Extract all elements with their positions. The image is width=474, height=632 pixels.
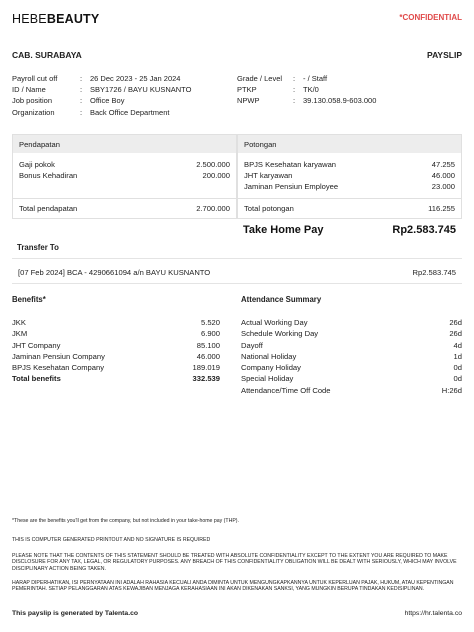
earnings-title: Pendapatan: [13, 135, 236, 153]
computer-generated-note: THIS IS COMPUTER GENERATED PRINTOUT AND NO SIGNATURE IS REQUIRED: [12, 537, 211, 543]
info-row: Payroll cut off : 26 Dec 2023 - 25 Jan 2024: [12, 74, 181, 83]
deduction-row: BPJS Kesehatan karyawan 47.255: [244, 160, 455, 169]
earning-row: Gaji pokok 2.500.000: [19, 160, 230, 169]
deductions-total: Total potongan 116.255: [238, 198, 461, 218]
benefits-title: Benefits*: [12, 295, 46, 304]
deductions-title: Potongan: [238, 135, 461, 153]
info-row: ID / Name : SBY1726 / BAYU KUSNANTO: [12, 85, 192, 95]
attendance-row: Schedule Working Day 26d: [241, 329, 462, 339]
document-title: PAYSLIP: [427, 50, 462, 60]
info-row: Job position : Office Boy: [12, 96, 125, 106]
benefit-row: JKK 5.520: [12, 318, 220, 327]
attendance-row: Actual Working Day 26d: [241, 318, 462, 327]
benefit-row: Jaminan Pensiun Company 46.000: [12, 351, 220, 361]
attendance-row: Company Holiday 0d: [241, 363, 462, 373]
attendance-row: Special Holiday 0d: [241, 374, 462, 384]
transfer-title: Transfer To: [17, 243, 59, 252]
transfer-row: [12, 258, 462, 284]
benefit-row: BPJS Kesehatan Company 189.019: [12, 363, 220, 373]
confidential-label: *CONFIDENTIAL: [399, 13, 462, 22]
benefit-row: JKM 6.900: [12, 329, 220, 339]
transfer-detail: [07 Feb 2024] BCA - 4290661094 a/n BAYU KUSNANTO: [18, 268, 211, 277]
take-home-pay: [243, 224, 456, 236]
deduction-row: Jaminan Pensiun Employee 23.000: [244, 182, 455, 192]
generated-by: This payslip is generated by Talenta.co: [12, 610, 139, 617]
employee-info: [12, 73, 191, 118]
benefits-note: *These are the benefits you'll get from the company, but not included in your take-home pay (THP).: [12, 518, 239, 524]
deductions-panel: [237, 134, 462, 219]
footer-url-link[interactable]: https://hr.talenta.co: [404, 610, 462, 617]
take-home-amount: Rp2.583.745: [392, 224, 456, 236]
transfer-amount: Rp2.583.745: [412, 268, 456, 277]
info-row: NPWP : 39.130.058.9-603.000: [237, 96, 377, 106]
earnings-panel: [12, 134, 237, 219]
attendance-list: [241, 317, 462, 396]
header: [12, 12, 462, 28]
benefits-total: Total benefits 332.539: [12, 374, 220, 384]
info-row: Grade / Level : - / Staff: [237, 74, 328, 83]
attendance-row: Dayoff 4d: [241, 340, 462, 350]
info-row: Organization : Back Office Department: [12, 107, 170, 117]
attendance-title: Attendance Summary: [241, 295, 322, 304]
earning-row: Bonus Kehadiran 200.000: [19, 171, 230, 181]
tax-info: [237, 73, 376, 107]
footer-bar: [12, 610, 462, 617]
deduction-row: JHT karyawan 46.000: [244, 171, 455, 181]
confidentiality-notice-id: HARAP DIPERHATIKAN, ISI PERNYATAAN INI ADALAH RAHASIA KECUALI ANDA DIMINTA UNTUK MENGUNGKAPKANNYA UNTUK KEPERLUAN PAJAK, HUKUM, ATAU KEPENTINGAN PEMERINTAH. SETIAP PELANGGARAN ATAS KEWAJIBAN MENJAGA KERAHASIAAN INI AKAN DIKENAKAN SANKSI, YANG MUNGKIN BERUPA TINDAKAN KEDISIPLINAN.: [12, 580, 454, 593]
branch-name: CAB. SURABAYA: [12, 50, 82, 60]
company-logo: HEBEBEAUTY: [12, 12, 100, 26]
earnings-total: Total pendapatan 2.700.000: [13, 198, 236, 218]
attendance-row: Attendance/Time Off Code H:26d: [241, 385, 462, 395]
attendance-row: National Holiday 1d: [241, 351, 462, 361]
benefits-list: [12, 317, 220, 385]
info-row: PTKP : TK/0: [237, 85, 319, 95]
take-home-label: Take Home Pay: [243, 224, 324, 236]
benefit-row: JHT Company 85.100: [12, 340, 220, 350]
confidentiality-notice-en: PLEASE NOTE THAT THE CONTENTS OF THIS STATEMENT SHOULD BE TREATED WITH ABSOLUTE CONFIDENTIALITY EXCEPT TO THE EXTENT YOU ARE REQUIRED TO MAKE DISCLOSURE FOR ANY TAX, LEGAL, OR REGULATORY PURPOSES. ANY BREACH OF THIS CONFIDENTIALITY OBLIGATION WILL BE DEALT WITH SERIOUSLY, WHICH MAY INVOLVE DISCIPLINARY ACTION BEING TAKEN.: [12, 553, 457, 572]
